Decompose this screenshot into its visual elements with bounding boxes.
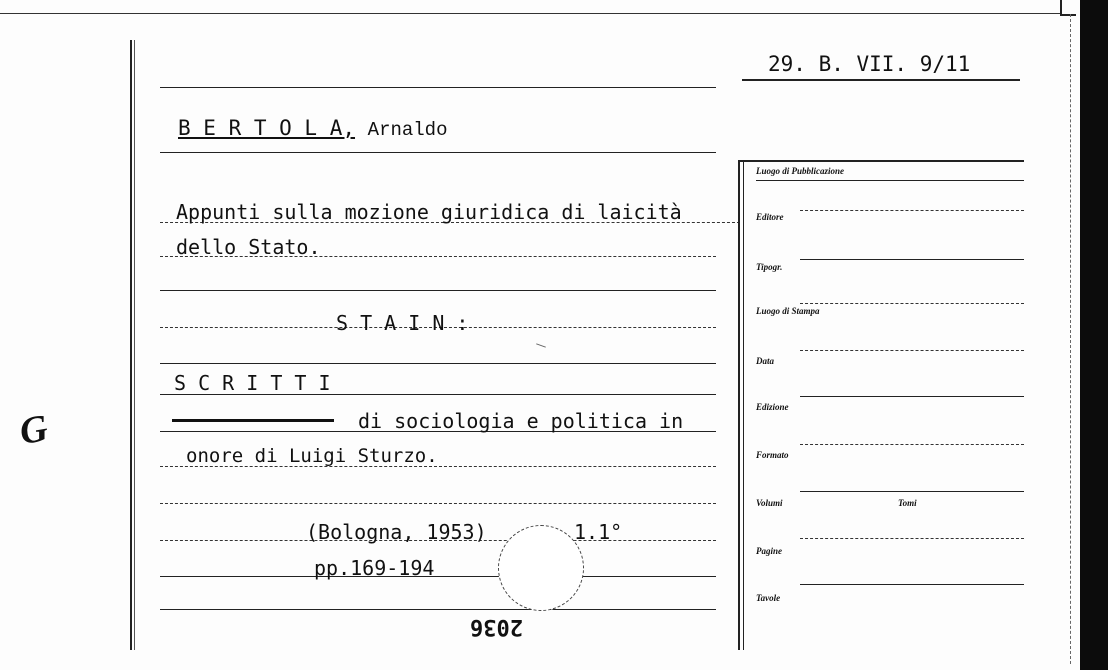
right-dark-edge	[1080, 0, 1108, 670]
form-label-editore: Editore	[756, 212, 784, 222]
ruled-line	[160, 290, 716, 291]
form-label-volumi: Volumi	[756, 498, 783, 508]
ruled-line	[160, 152, 716, 153]
left-margin-line-inner	[134, 40, 135, 650]
form-line	[800, 259, 1024, 260]
form-label-luogo-pubblicazione: Luogo di Pubblicazione	[756, 166, 845, 176]
form-left-border	[738, 160, 740, 650]
form-label-data: Data	[756, 356, 774, 366]
form-label-pagine: Pagine	[756, 546, 782, 556]
form-line	[800, 303, 1024, 304]
imprint: (Bologna, 1953)	[306, 520, 487, 544]
stray-mark	[536, 343, 546, 347]
top-edge-line	[0, 13, 1060, 14]
margin-mark: G	[16, 406, 51, 454]
ruled-line	[160, 576, 716, 577]
ruled-line	[160, 609, 716, 610]
form-top-border	[738, 160, 1024, 162]
ruled-line	[160, 363, 716, 364]
series-title: S C R I T T I	[174, 371, 331, 395]
title-line-2: dello Stato.	[176, 235, 321, 259]
author-forename: Arnaldo	[367, 119, 448, 141]
form-line	[800, 584, 1024, 585]
ruled-line	[160, 503, 716, 504]
author-surname: B E R T O L A,	[178, 116, 356, 140]
form-line	[800, 396, 1024, 397]
form-line	[800, 350, 1024, 351]
inventory-number: 2036	[470, 614, 523, 639]
sta-in-heading: S T A I N :	[336, 311, 469, 335]
form-label-tipografia: Tipogr.	[756, 262, 783, 272]
form-line	[756, 180, 1024, 181]
form-line	[800, 210, 1024, 211]
author-name	[178, 116, 448, 141]
work-title-line-1: di sociologia e politica in	[358, 409, 684, 433]
pages: pp.169-194	[314, 556, 435, 580]
form-line	[800, 538, 1024, 539]
form-label-formato: Formato	[756, 450, 789, 460]
ruled-line	[160, 87, 716, 88]
shelfmark-underline	[742, 79, 1020, 81]
form-left-border-inner	[743, 160, 744, 650]
round-library-stamp	[498, 525, 584, 611]
form-label-edizione: Edizione	[756, 402, 789, 412]
title-line-1: Appunti sulla mozione giuridica di laicità	[176, 200, 682, 224]
form-line	[800, 444, 1024, 445]
right-edge-inner	[1070, 14, 1074, 664]
form-line	[800, 491, 1024, 492]
left-margin-line	[130, 40, 132, 650]
form-label-tomi: Tomi	[898, 498, 917, 508]
shelfmark: 29. B. VII. 9/11	[768, 52, 971, 76]
form-label-luogo-stampa: Luogo di Stampa	[756, 306, 820, 316]
form-label-tavole: Tavole	[756, 593, 781, 603]
repeat-dash	[172, 419, 334, 422]
publication-form-box	[738, 160, 1024, 650]
volume: 1.1°	[574, 520, 623, 544]
work-title-line-2: onore di Luigi Sturzo.	[186, 445, 438, 467]
